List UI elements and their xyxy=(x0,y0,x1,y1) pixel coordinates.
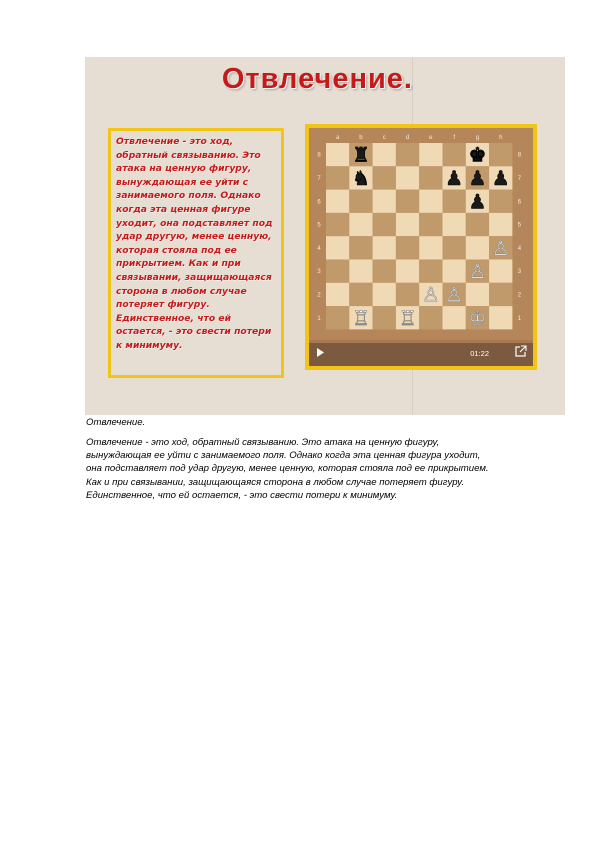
chess-piece-white-rook-d1[interactable]: ♖ xyxy=(398,305,417,330)
board-square-f8[interactable] xyxy=(443,143,466,166)
board-square-a6[interactable] xyxy=(326,190,349,213)
board-square-a8[interactable] xyxy=(326,143,349,166)
file-label: d xyxy=(405,135,410,141)
board-square-f5[interactable] xyxy=(443,213,466,236)
chess-piece-white-pawn-h4[interactable]: ♙ xyxy=(491,235,510,260)
chess-piece-white-pawn-g3[interactable]: ♙ xyxy=(468,259,487,284)
chess-piece-black-rook-b8[interactable]: ♜ xyxy=(351,142,370,167)
rank-label: 4 xyxy=(517,245,522,252)
board-square-e5[interactable] xyxy=(419,213,442,236)
board-square-f3[interactable] xyxy=(443,260,466,283)
rank-label: 5 xyxy=(317,222,321,229)
board-square-c7[interactable] xyxy=(373,166,396,189)
chess-piece-white-pawn-e2[interactable]: ♙ xyxy=(421,282,440,307)
board-square-d6[interactable] xyxy=(396,190,419,213)
board-square-e8[interactable] xyxy=(419,143,442,166)
slide-title: Отвлечение. xyxy=(221,63,413,95)
rank-label: 7 xyxy=(317,175,321,182)
file-label: c xyxy=(382,135,386,141)
board-square-h5[interactable] xyxy=(489,213,512,236)
chess-piece-white-king-g1[interactable]: ♔ xyxy=(468,305,487,330)
board-square-a7[interactable] xyxy=(326,166,349,189)
board-square-e1[interactable] xyxy=(419,306,442,329)
board-square-a5[interactable] xyxy=(326,213,349,236)
rank-label: 6 xyxy=(317,199,321,206)
rank-label: 4 xyxy=(317,245,321,252)
board-square-h2[interactable] xyxy=(489,283,512,306)
board-square-f4[interactable] xyxy=(443,236,466,259)
board-square-h1[interactable] xyxy=(489,306,512,329)
rank-label: 1 xyxy=(317,315,321,322)
doc-heading: Отвлечение. xyxy=(86,417,146,428)
rank-label: 3 xyxy=(517,269,522,276)
rank-label: 8 xyxy=(317,152,321,159)
time-display: 01:22 xyxy=(470,349,489,358)
chess-piece-white-rook-b1[interactable]: ♖ xyxy=(351,305,370,330)
board-square-c4[interactable] xyxy=(373,236,396,259)
chess-piece-white-pawn-f2[interactable]: ♙ xyxy=(445,282,464,307)
board-square-d8[interactable] xyxy=(396,143,419,166)
board-square-e7[interactable] xyxy=(419,166,442,189)
chess-piece-black-pawn-h7[interactable]: ♟ xyxy=(491,165,510,190)
board-square-f1[interactable] xyxy=(443,306,466,329)
rank-label: 1 xyxy=(517,315,522,322)
file-label: b xyxy=(359,135,363,141)
rank-label: 8 xyxy=(517,152,522,159)
chessboard-widget xyxy=(305,124,537,370)
file-label: a xyxy=(335,135,340,141)
board-square-c2[interactable] xyxy=(373,283,396,306)
doc-line: Единственное, что ей остается, - это свести потери к минимуму. xyxy=(86,489,398,501)
board-square-c3[interactable] xyxy=(373,260,396,283)
file-label: e xyxy=(429,135,433,141)
doc-line: Отвлечение - это ход, обратный связыванию. Это атака на ценную фигуру, xyxy=(86,437,440,448)
chess-piece-black-king-g8[interactable]: ♚ xyxy=(468,142,487,167)
board-square-g2[interactable] xyxy=(466,283,489,306)
rank-label: 5 xyxy=(517,222,522,229)
chess-piece-black-pawn-g7[interactable]: ♟ xyxy=(468,165,487,190)
player-progress-track xyxy=(309,340,533,343)
board-square-a4[interactable] xyxy=(326,236,349,259)
board-square-g4[interactable] xyxy=(466,236,489,259)
board-square-f6[interactable] xyxy=(443,190,466,213)
rank-label: 7 xyxy=(517,175,522,182)
doc-line: Как и при связывании, защищающаяся сторона в любом случае потеряет фигуру. xyxy=(86,476,465,488)
chess-piece-black-pawn-f7[interactable]: ♟ xyxy=(445,165,464,190)
rank-label: 2 xyxy=(517,292,522,299)
board-square-d7[interactable] xyxy=(396,166,419,189)
board-square-a2[interactable] xyxy=(326,283,349,306)
chessboard xyxy=(309,128,533,366)
board-square-c5[interactable] xyxy=(373,213,396,236)
board-square-b4[interactable] xyxy=(349,236,372,259)
board-square-h3[interactable] xyxy=(489,260,512,283)
slide-text: Отвлечение - это ход, обратный связыванию. Это атака на ценную фигуру, вынуждающая ее уйти с занимаемого поля. Однако когда эта ценная фигуре уходит, она подставляет под удар другую, менее ценную, которая стояла под ее прикрытием. Как и при связывании, защищающаяся сторона в любом случае потеряет фигуру. Единственное, что ей остается, - это свести потери к минимуму. xyxy=(116,136,273,351)
doc-line: вынуждающая ее уйти с занимаемого поля. Однако когда эта ценная фигура уходит, xyxy=(86,450,481,462)
doc-body xyxy=(86,436,556,502)
slide-text-box xyxy=(108,128,284,378)
rank-label: 6 xyxy=(517,199,522,206)
board-square-d5[interactable] xyxy=(396,213,419,236)
board-square-h6[interactable] xyxy=(489,190,512,213)
player-bar xyxy=(309,340,533,366)
board-square-c8[interactable] xyxy=(373,143,396,166)
board-square-b3[interactable] xyxy=(349,260,372,283)
board-square-a1[interactable] xyxy=(326,306,349,329)
rank-label: 3 xyxy=(317,269,321,276)
board-square-d3[interactable] xyxy=(396,260,419,283)
board-square-e4[interactable] xyxy=(419,236,442,259)
board-square-c1[interactable] xyxy=(373,306,396,329)
board-square-a3[interactable] xyxy=(326,260,349,283)
board-square-e6[interactable] xyxy=(419,190,442,213)
board-square-c6[interactable] xyxy=(373,190,396,213)
file-label: h xyxy=(499,135,503,141)
board-square-d4[interactable] xyxy=(396,236,419,259)
chess-piece-black-knight-b7[interactable]: ♞ xyxy=(351,165,370,190)
board-square-b2[interactable] xyxy=(349,283,372,306)
chess-piece-black-pawn-g6[interactable]: ♟ xyxy=(468,189,487,214)
file-label: g xyxy=(475,135,480,141)
doc-line: она подставляет под удар другую, менее ценную, которая стояла под ее прикрытием. xyxy=(86,463,489,475)
board-square-b6[interactable] xyxy=(349,190,372,213)
board-square-g5[interactable] xyxy=(466,213,489,236)
board-square-e3[interactable] xyxy=(419,260,442,283)
board-square-d2[interactable] xyxy=(396,283,419,306)
board-square-h8[interactable] xyxy=(489,143,512,166)
file-label: f xyxy=(453,135,455,141)
rank-label: 2 xyxy=(317,292,321,299)
board-square-b5[interactable] xyxy=(349,213,372,236)
